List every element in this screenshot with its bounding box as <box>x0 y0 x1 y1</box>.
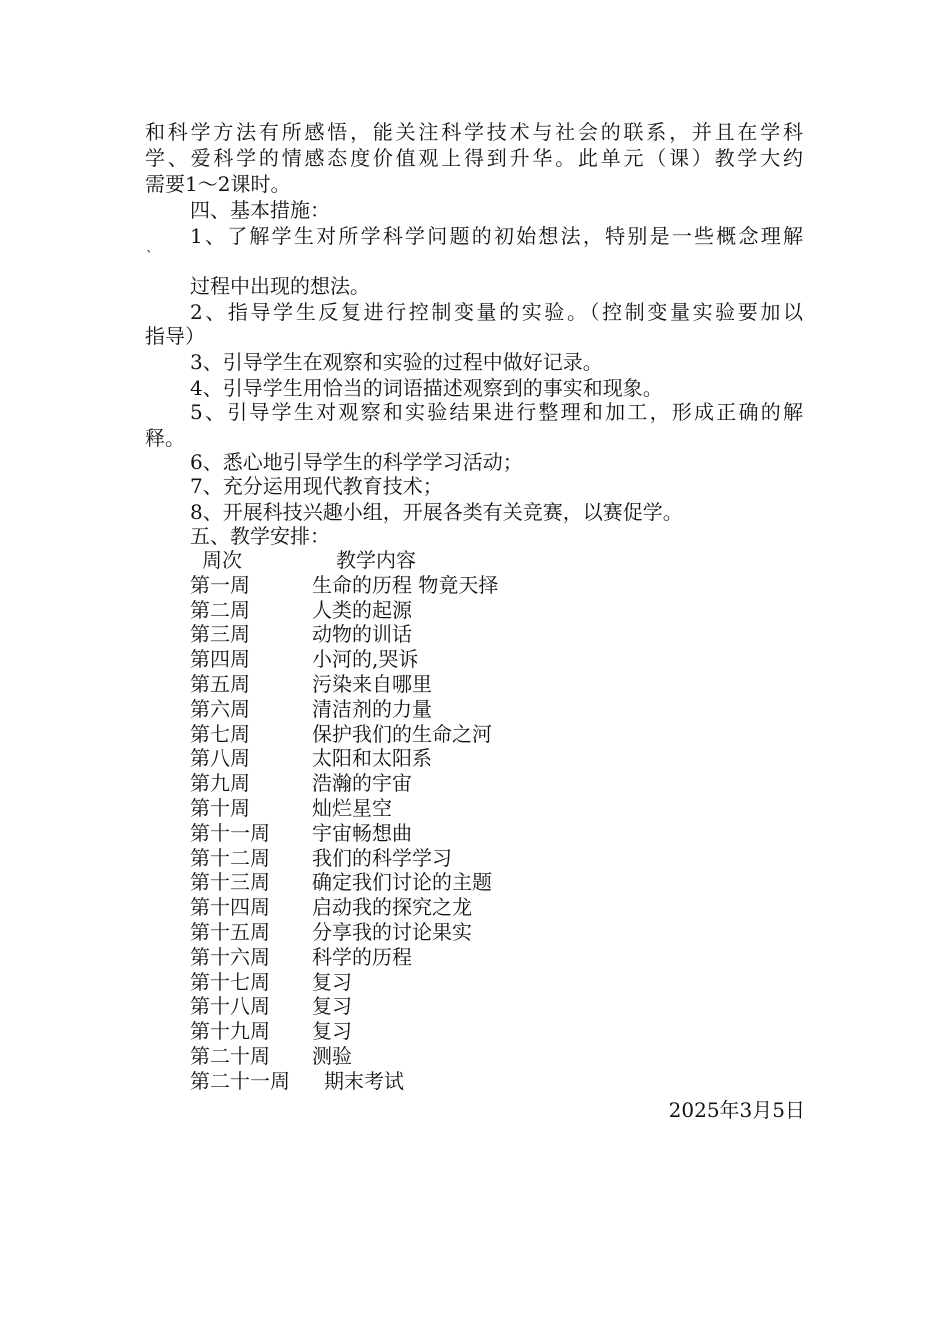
schedule-week: 第九周 <box>190 771 250 796</box>
schedule-week: 第五周 <box>190 671 250 696</box>
schedule-week: 第十五周 <box>190 919 270 944</box>
schedule-topic: 分享我的讨论果实 <box>312 919 472 944</box>
header-topic: 教学内容 <box>336 548 416 572</box>
schedule-topic: 清洁剂的力量 <box>312 696 432 721</box>
paragraph-line: 学、爱科学的情感态度价值观上得到升华。此单元（课）教学大约 <box>145 146 803 170</box>
measure-item: 4、引导学生用恰当的词语描述观察到的事实和现象。 <box>190 376 663 400</box>
schedule-week: 第十四周 <box>190 895 270 920</box>
measure-item: 3、引导学生在观察和实验的过程中做好记录。 <box>190 350 603 374</box>
schedule-topic: 小河的,哭诉 <box>312 647 419 672</box>
measure-item: 8、开展科技兴趣小组，开展各类有关竞赛，以赛促学。 <box>190 500 683 524</box>
measure-item: 过程中出现的想法。 <box>190 274 370 298</box>
paragraph-line: 和科学方法有所感悟，能关注科学技术与社会的联系，并且在学科 <box>145 120 803 144</box>
header-week: 周次 <box>202 548 242 572</box>
schedule-topic: 期末考试 <box>324 1068 404 1093</box>
schedule-week: 第十二周 <box>190 845 270 870</box>
schedule-topic: 复习 <box>312 969 352 994</box>
measure-item: 2、指导学生反复进行控制变量的实验。（控制变量实验要加以 <box>190 300 803 324</box>
stray-mark: ` <box>146 249 153 265</box>
schedule-week: 第十八周 <box>190 994 270 1019</box>
schedule-topic: 人类的起源 <box>312 597 412 622</box>
schedule-week: 第十一周 <box>190 820 270 845</box>
schedule-week: 第十三周 <box>190 870 270 895</box>
document-date: 2025年3月5日 <box>668 1098 805 1122</box>
schedule-topic: 生命的历程 物竟天择 <box>312 572 499 597</box>
schedule-week: 第三周 <box>190 622 250 647</box>
schedule-topic: 启动我的探究之龙 <box>312 895 472 920</box>
schedule-week: 第八周 <box>190 746 250 771</box>
schedule-week: 第六周 <box>190 696 250 721</box>
section-heading: 四、基本措施： <box>190 198 330 222</box>
schedule-week: 第十九周 <box>190 1019 270 1044</box>
schedule-topic: 浩瀚的宇宙 <box>312 771 412 796</box>
schedule-week: 第十周 <box>190 795 250 820</box>
schedule-topic: 我们的科学学习 <box>312 845 452 870</box>
schedule-topic: 保护我们的生命之河 <box>312 721 492 746</box>
section-heading: 五、教学安排： <box>190 524 330 548</box>
schedule-topic: 测验 <box>312 1043 352 1068</box>
measure-item: 6、悉心地引导学生的科学学习活动； <box>190 450 523 474</box>
schedule-week: 第二十一周 <box>190 1068 290 1093</box>
schedule-week: 第十七周 <box>190 969 270 994</box>
schedule-week: 第十六周 <box>190 944 270 969</box>
measure-item: 释。 <box>145 426 185 450</box>
schedule-topic: 灿烂星空 <box>312 795 392 820</box>
schedule-topic: 污染来自哪里 <box>312 671 432 696</box>
schedule-week: 第二十周 <box>190 1043 270 1068</box>
paragraph-line: 需要1～2课时。 <box>145 172 291 196</box>
measure-item: 1、了解学生对所学科学问题的初始想法，特别是一些概念理解 <box>190 224 803 248</box>
measure-item: 指导） <box>145 324 205 348</box>
schedule-topic: 确定我们讨论的主题 <box>312 870 492 895</box>
schedule-week: 第一周 <box>190 572 250 597</box>
schedule-topic: 复习 <box>312 994 352 1019</box>
schedule-topic: 复习 <box>312 1019 352 1044</box>
schedule-topic: 太阳和太阳系 <box>312 746 432 771</box>
schedule-week: 第四周 <box>190 647 250 672</box>
measure-item: 7、充分运用现代教育技术； <box>190 474 443 498</box>
schedule-week: 第七周 <box>190 721 250 746</box>
measure-item: 5、引导学生对观察和实验结果进行整理和加工，形成正确的解 <box>190 400 803 424</box>
schedule-topic: 科学的历程 <box>312 944 412 969</box>
schedule-topic: 宇宙畅想曲 <box>312 820 412 845</box>
schedule-week: 第二周 <box>190 597 250 622</box>
schedule-topic: 动物的训话 <box>312 622 412 647</box>
